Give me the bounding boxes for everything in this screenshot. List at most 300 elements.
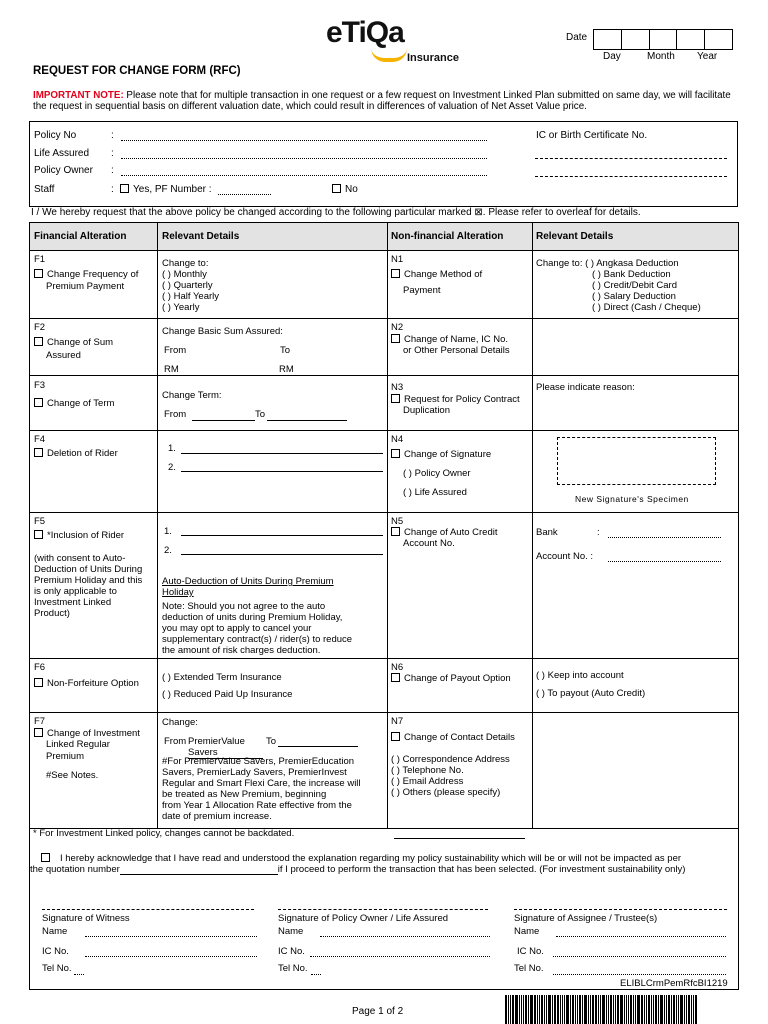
footnote: * For Investment Linked policy, changes cannot be backdated.: [33, 828, 295, 839]
n7-code: N7: [391, 716, 404, 727]
barcode-bar: [557, 995, 559, 1024]
f5-detail-3: you may opt to apply to cancel your: [162, 623, 312, 634]
barcode-bar: [552, 995, 553, 1024]
barcode-bar: [615, 995, 616, 1024]
date-label: Date: [566, 32, 588, 43]
checkbox[interactable]: [120, 184, 129, 193]
f1-change-to: Change to:: [162, 258, 209, 269]
f7-code: F7: [34, 716, 46, 727]
f5-note-5: Investment Linked: [34, 597, 112, 608]
f7-label2: Linked Regular: [46, 739, 110, 750]
barcode-bar: [584, 995, 587, 1024]
n1-label2: Payment: [403, 285, 441, 296]
barcode: [505, 995, 763, 1024]
f3-from: From: [164, 409, 187, 420]
f4-rider-field-1[interactable]: [181, 443, 383, 454]
n5-account-field[interactable]: [608, 551, 721, 562]
important-note-label: IMPORTANT NOTE:: [33, 90, 124, 101]
witness-tel-field[interactable]: [74, 964, 84, 975]
header-financial: Financial Alteration: [34, 231, 127, 242]
n2-label2: or Other Personal Details: [403, 345, 510, 356]
barcode-bar: [676, 995, 677, 1024]
f7-to-field[interactable]: [278, 736, 358, 747]
barcode-bar: [668, 995, 670, 1024]
f7-detail-3: Regular and Smart Flexi Care, the increase will: [162, 778, 361, 789]
n7-label: Change of Contact Details: [404, 732, 515, 743]
n1-opt-card[interactable]: ( ) Credit/Debit Card: [592, 280, 677, 291]
form-title: REQUEST FOR CHANGE FORM (RFC): [33, 65, 241, 77]
f1-label: Change Frequency of: [47, 269, 139, 280]
witness-name-label: Name: [42, 926, 68, 937]
assignee-tel-field[interactable]: [553, 964, 726, 975]
f3-option[interactable]: [34, 398, 114, 409]
f5-label: *Inclusion of Rider: [47, 530, 125, 541]
checkbox[interactable]: [332, 184, 341, 193]
row-divider: [30, 375, 738, 376]
barcode-bar: [628, 995, 629, 1024]
barcode-bar: [620, 995, 623, 1024]
barcode-bar: [577, 995, 578, 1024]
date-field[interactable]: [593, 29, 733, 50]
owner-tel-label: Tel No.: [278, 963, 308, 974]
n4-opt-life-assured[interactable]: ( ) Life Assured: [403, 487, 467, 498]
ic-field-2[interactable]: [535, 176, 727, 177]
n5-account-label: Account No. :: [536, 551, 594, 562]
ack-line-2: [30, 864, 685, 875]
f4-rider-field-2[interactable]: [181, 461, 383, 472]
checkbox[interactable]: [391, 269, 400, 278]
assignee-ic-label: IC No.: [517, 946, 544, 957]
date-box[interactable]: [677, 30, 705, 49]
table-header: [30, 223, 738, 250]
form-code: ELIBLCrmPemRfcBI1219: [620, 978, 728, 989]
checkbox[interactable]: [34, 448, 43, 457]
barcode-bar: [641, 995, 643, 1024]
barcode-bar: [598, 995, 599, 1024]
n4-code: N4: [391, 434, 404, 445]
witness-signature-label: Signature of Witness: [42, 913, 130, 924]
f2-from: From: [164, 345, 187, 356]
owner-ic-label: IC No.: [278, 946, 305, 957]
f3-from-field[interactable]: [192, 410, 255, 421]
f1-option[interactable]: [34, 269, 138, 280]
policy-no-field[interactable]: [121, 130, 487, 141]
assignee-name-field[interactable]: [556, 926, 726, 937]
barcode-bar: [691, 995, 692, 1024]
n6-label: Change of Payout Option: [404, 673, 511, 684]
n7-opt-others[interactable]: ( ) Others (please specify): [391, 787, 501, 798]
row-divider: [30, 318, 738, 319]
barcode-bar: [595, 995, 597, 1024]
f7-detail-6: date of premium increase.: [162, 811, 272, 822]
barcode-bar: [572, 995, 574, 1024]
row-divider: [30, 658, 738, 659]
date-box[interactable]: [705, 30, 732, 49]
f5-auto-title2: Holiday: [162, 587, 194, 598]
barcode-bar: [570, 995, 571, 1024]
ack-text-2a: the quotation number: [30, 864, 120, 875]
ack-checkbox[interactable]: [41, 853, 50, 862]
witness-ic-label: IC No.: [42, 946, 69, 957]
f6-label: Non-Forfeiture Option: [47, 678, 139, 689]
checkbox[interactable]: [391, 527, 400, 536]
barcode-bar: [560, 995, 561, 1024]
col-divider: [532, 223, 533, 828]
f4-line2-num: 2.: [168, 462, 176, 473]
barcode-bar: [684, 995, 685, 1024]
date-box[interactable]: [594, 30, 622, 49]
date-box[interactable]: [622, 30, 650, 49]
quotation-number-field[interactable]: [120, 865, 278, 875]
date-box[interactable]: [650, 30, 678, 49]
barcode-bar: [624, 995, 625, 1024]
checkbox[interactable]: [391, 334, 400, 343]
f4-option[interactable]: [34, 448, 118, 459]
life-assured-label: Life Assured: [34, 148, 90, 159]
f7-detail-5: from Year 1 Allocation Rate effective from the: [162, 800, 352, 811]
n2-code: N2: [391, 322, 404, 333]
checkbox[interactable]: [391, 449, 400, 458]
f5-note-3: Premium Holiday and this: [34, 575, 143, 586]
n1-change-to[interactable]: Change to: ( ) Angkasa Deduction: [536, 258, 679, 269]
f2-label: Change of Sum: [47, 337, 114, 348]
f3-code: F3: [34, 380, 46, 391]
f7-from-value[interactable]: PremierValue Savers: [188, 736, 263, 759]
staff-yes-label: Yes, PF Number :: [133, 184, 212, 195]
n3-label: Request for Policy Contract: [404, 394, 520, 405]
barcode-bar: [525, 995, 527, 1024]
assignee-signature-label: Signature of Assignee / Trustee(s): [514, 913, 658, 924]
barcode-bar: [582, 995, 583, 1024]
barcode-bar: [592, 995, 594, 1024]
owner-name-field[interactable]: [320, 926, 490, 937]
f2-option[interactable]: [34, 337, 113, 348]
barcode-bar: [537, 995, 538, 1024]
owner-signature-label: Signature of Policy Owner / Life Assured: [278, 913, 449, 924]
barcode-bar: [590, 995, 591, 1024]
barcode-bar: [695, 995, 697, 1024]
f7-detail-4: be treated as New Premium, beginning: [162, 789, 327, 800]
checkbox[interactable]: [34, 530, 43, 539]
f2-to: To: [280, 345, 291, 356]
barcode-bar: [660, 995, 663, 1024]
life-assured-field[interactable]: [121, 148, 487, 159]
barcode-bar: [664, 995, 665, 1024]
f3-to-field[interactable]: [267, 410, 347, 421]
barcode-bar: [528, 995, 529, 1024]
barcode-bar: [508, 995, 509, 1024]
barcode-bar: [521, 995, 522, 1024]
pf-number-field[interactable]: [218, 184, 271, 195]
n3-code: N3: [391, 382, 404, 393]
staff-no-label: No: [345, 184, 358, 195]
colon: :: [111, 130, 114, 141]
barcode-bar: [633, 995, 634, 1024]
etiqa-logo: [326, 16, 459, 68]
n7-option[interactable]: [391, 732, 515, 743]
n1-opt-direct[interactable]: ( ) Direct (Cash / Cheque): [592, 302, 701, 313]
barcode-bar: [530, 995, 533, 1024]
barcode-bar: [686, 995, 687, 1024]
row-divider: [30, 250, 738, 251]
barcode-bar: [562, 995, 563, 1024]
ack-line-1[interactable]: [41, 853, 681, 864]
barcode-bar: [680, 995, 683, 1024]
f7-label: Change of Investment: [47, 728, 140, 739]
n6-opt-keep[interactable]: ( ) Keep into account: [536, 670, 624, 681]
f4-code: F4: [34, 434, 46, 445]
col-divider: [157, 223, 158, 828]
staff-label: Staff: [34, 184, 55, 195]
barcode-bar: [630, 995, 632, 1024]
logo-swoosh: [371, 48, 407, 62]
f2-rm1: RM: [164, 364, 179, 375]
checkbox[interactable]: [391, 394, 400, 403]
colon: :: [111, 184, 114, 195]
n7-opt-address[interactable]: ( ) Correspondence Address: [391, 754, 510, 765]
barcode-bar: [606, 995, 607, 1024]
barcode-bar: [658, 995, 659, 1024]
checkbox[interactable]: [34, 398, 43, 407]
others-specify-line[interactable]: [394, 838, 525, 839]
colon: :: [111, 165, 114, 176]
f1-opt-half-yearly[interactable]: ( ) Half Yearly: [162, 291, 220, 302]
n3-option[interactable]: [391, 394, 520, 405]
assignee-ic-field[interactable]: [553, 946, 726, 957]
barcode-bar: [564, 995, 565, 1024]
barcode-bar: [505, 995, 507, 1024]
f1-opt-yearly[interactable]: ( ) Yearly: [162, 302, 200, 313]
f7-see-notes: #See Notes.: [46, 770, 99, 781]
f6-opt-extended[interactable]: ( ) Extended Term Insurance: [162, 672, 282, 683]
important-note-text: Please note that for multiple transaction in one request or a few request on Investment Linked Plan submitted on same day, we will facilitate the request in sequential basis on different valuation date, which could result in differences of valuation of Net Asset Value price.: [33, 90, 731, 112]
ack-text-1: I hereby acknowledge that I have read and understood the explanation regarding my policy sustainability which will be or will not be impacted as per: [60, 853, 682, 864]
f5-detail-1: Note: Should you not agree to the auto: [162, 601, 326, 612]
barcode-bar: [544, 995, 545, 1024]
date-day-label: Day: [603, 51, 621, 62]
f6-opt-reduced[interactable]: ( ) Reduced Paid Up Insurance: [162, 689, 293, 700]
n5-bank-field[interactable]: [608, 527, 721, 538]
row-divider: [30, 512, 738, 513]
barcode-bar: [646, 995, 647, 1024]
policy-owner-label: Policy Owner: [34, 165, 93, 176]
assignee-name-label: Name: [514, 926, 540, 937]
staff-no-option[interactable]: [332, 184, 358, 195]
barcode-bar: [546, 995, 547, 1024]
barcode-bar: [637, 995, 640, 1024]
f7-option[interactable]: [34, 728, 140, 739]
f5-detail-4: supplementary contract(s) / rider(s) to reduce: [162, 634, 353, 645]
f2-from-field[interactable]: [181, 365, 278, 376]
f1-opt-monthly[interactable]: ( ) Monthly: [162, 269, 207, 280]
f5-line1-num: 1.: [164, 526, 172, 537]
policy-no-label: Policy No: [34, 130, 77, 141]
n5-label: Change of Auto Credit: [404, 527, 498, 538]
n4-label: Change of Signature: [404, 449, 492, 460]
barcode-bar: [635, 995, 636, 1024]
f5-option[interactable]: [34, 530, 124, 541]
checkbox[interactable]: [34, 728, 43, 737]
n3-detail: Please indicate reason:: [536, 382, 635, 393]
n3-label2: Duplication: [403, 405, 450, 416]
policy-owner-field[interactable]: [121, 165, 487, 176]
n2-label: Change of Name, IC No.: [404, 334, 509, 345]
page-number: Page 1 of 2: [352, 1006, 404, 1017]
witness-name-field[interactable]: [85, 926, 257, 937]
n6-code: N6: [391, 662, 404, 673]
signature-specimen-box[interactable]: [557, 437, 716, 485]
f7-label3: Premium: [46, 751, 85, 762]
n1-code: N1: [391, 254, 404, 265]
row-divider: [30, 712, 738, 713]
f5-rider-field-1[interactable]: [181, 525, 383, 536]
witness-tel-label: Tel No.: [42, 963, 72, 974]
barcode-bar: [602, 995, 605, 1024]
owner-ic-field[interactable]: [310, 946, 490, 957]
f2-code: F2: [34, 322, 46, 333]
checkbox[interactable]: [391, 732, 400, 741]
barcode-bar: [648, 995, 650, 1024]
alteration-table: [29, 222, 739, 829]
f6-option[interactable]: [34, 678, 139, 689]
n5-bank-colon: :: [597, 527, 600, 538]
f4-line1-num: 1.: [168, 443, 176, 454]
f3-to: To: [255, 409, 266, 420]
barcode-bar: [626, 995, 627, 1024]
barcode-bar: [678, 995, 679, 1024]
col-divider: [387, 223, 388, 828]
barcode-bar: [579, 995, 581, 1024]
owner-tel-field[interactable]: [311, 964, 321, 975]
barcode-bar: [673, 995, 675, 1024]
barcode-bar: [512, 995, 514, 1024]
barcode-bar: [613, 995, 614, 1024]
n5-bank-label: Bank: [536, 527, 558, 538]
barcode-bar: [541, 995, 543, 1024]
f7-to: To: [266, 736, 277, 747]
date-month-label: Month: [647, 51, 675, 62]
n4-option[interactable]: [391, 449, 491, 460]
barcode-bar: [655, 995, 657, 1024]
barcode-bar: [534, 995, 536, 1024]
f2-to-field[interactable]: [295, 365, 382, 376]
f5-note-4: is only applicable to: [34, 586, 117, 597]
owner-name-label: Name: [278, 926, 304, 937]
f1-label2: Premium Payment: [46, 281, 125, 292]
f3-label: Change of Term: [47, 398, 115, 409]
f5-note-2: Deduction of Units During: [34, 564, 143, 575]
barcode-bar: [566, 995, 569, 1024]
barcode-bar: [617, 995, 619, 1024]
owner-signature-line[interactable]: [278, 909, 488, 910]
assignee-tel-label: Tel No.: [514, 963, 544, 974]
barcode-bar: [651, 995, 652, 1024]
n1-opt-salary[interactable]: ( ) Salary Deduction: [592, 291, 676, 302]
checkbox[interactable]: [34, 269, 43, 278]
barcode-bar: [575, 995, 576, 1024]
n4-opt-owner[interactable]: ( ) Policy Owner: [403, 468, 471, 479]
witness-signature-line[interactable]: [42, 909, 254, 910]
colon: :: [111, 148, 114, 159]
ack-text-2b: if I proceed to perform the transaction that has been selected. (For investment sustainability only): [277, 864, 686, 875]
barcode-bar: [608, 995, 609, 1024]
barcode-bar: [523, 995, 524, 1024]
f2-rm2: RM: [279, 364, 294, 375]
checkbox[interactable]: [34, 337, 43, 346]
barcode-bar: [653, 995, 654, 1024]
n5-option[interactable]: [391, 527, 497, 538]
f5-detail-2: deduction of units during Premium Holiday,: [162, 612, 343, 623]
n1-label: Change Method of: [404, 269, 483, 280]
ic-field-1[interactable]: [535, 158, 727, 159]
barcode-bar: [671, 995, 672, 1024]
barcode-bar: [519, 995, 520, 1024]
barcode-bar: [588, 995, 589, 1024]
n6-opt-payout[interactable]: ( ) To payout (Auto Credit): [536, 688, 646, 699]
f6-code: F6: [34, 662, 46, 673]
important-note: [33, 90, 733, 112]
f1-code: F1: [34, 254, 46, 265]
barcode-bar: [515, 995, 518, 1024]
n7-opt-email[interactable]: ( ) Email Address: [391, 776, 464, 787]
n6-option[interactable]: [391, 673, 511, 684]
f7-detail-1: #For PremierValue Savers, PremierEducation: [162, 756, 355, 767]
f5-note-6: Product): [34, 608, 70, 619]
barcode-bar: [554, 995, 556, 1024]
checkbox[interactable]: [391, 673, 400, 682]
request-instruction: I / We hereby request that the above policy be changed according to the following particular marked ⊠. Please refer to overleaf for details.: [31, 207, 641, 218]
n1-option[interactable]: [391, 269, 482, 280]
header-nonfinancial: Non-financial Alteration: [391, 231, 504, 242]
barcode-bar: [539, 995, 540, 1024]
row-divider: [30, 430, 738, 431]
date-year-label: Year: [697, 51, 718, 62]
f1-opt-quarterly[interactable]: ( ) Quarterly: [162, 280, 213, 291]
barcode-bar: [610, 995, 612, 1024]
assignee-signature-line[interactable]: [514, 909, 727, 910]
f5-detail-5: the amount of risk charges deduction.: [162, 645, 321, 656]
f5-line2-num: 2.: [164, 545, 172, 556]
brand-name: eTiQa: [326, 16, 404, 49]
header-relevant-1: Relevant Details: [162, 231, 240, 242]
brand-sub: Insurance: [407, 52, 459, 64]
barcode-bar: [548, 995, 551, 1024]
ic-label: IC or Birth Certificate No.: [536, 130, 648, 141]
f7-detail-2: Savers, PremierLady Savers, PremierInvest: [162, 767, 347, 778]
staff-yes-option[interactable]: [120, 184, 212, 195]
f7-from: From: [164, 736, 187, 747]
f5-rider-field-2[interactable]: [181, 544, 383, 555]
f5-auto-title: Auto-Deduction of Units During Premium: [162, 576, 334, 587]
f2-detail: Change Basic Sum Assured:: [162, 326, 283, 337]
witness-ic-field[interactable]: [85, 946, 257, 957]
barcode-bar: [600, 995, 601, 1024]
n5-code: N5: [391, 516, 404, 527]
n2-option[interactable]: [391, 334, 508, 345]
n7-opt-phone[interactable]: ( ) Telephone No.: [391, 765, 464, 776]
barcode-bar: [644, 995, 645, 1024]
f5-code: F5: [34, 516, 46, 527]
n5-label2: Account No.: [403, 538, 455, 549]
barcode-bar: [688, 995, 690, 1024]
n1-opt-bank[interactable]: ( ) Bank Deduction: [592, 269, 671, 280]
checkbox[interactable]: [34, 678, 43, 687]
f3-detail: Change Term:: [162, 390, 222, 401]
barcode-bar: [510, 995, 511, 1024]
signature-specimen-label: New Signature's Specimen: [575, 494, 689, 504]
acknowledgement-box: [29, 827, 739, 990]
f5-note-1: (with consent to Auto-: [34, 553, 126, 564]
